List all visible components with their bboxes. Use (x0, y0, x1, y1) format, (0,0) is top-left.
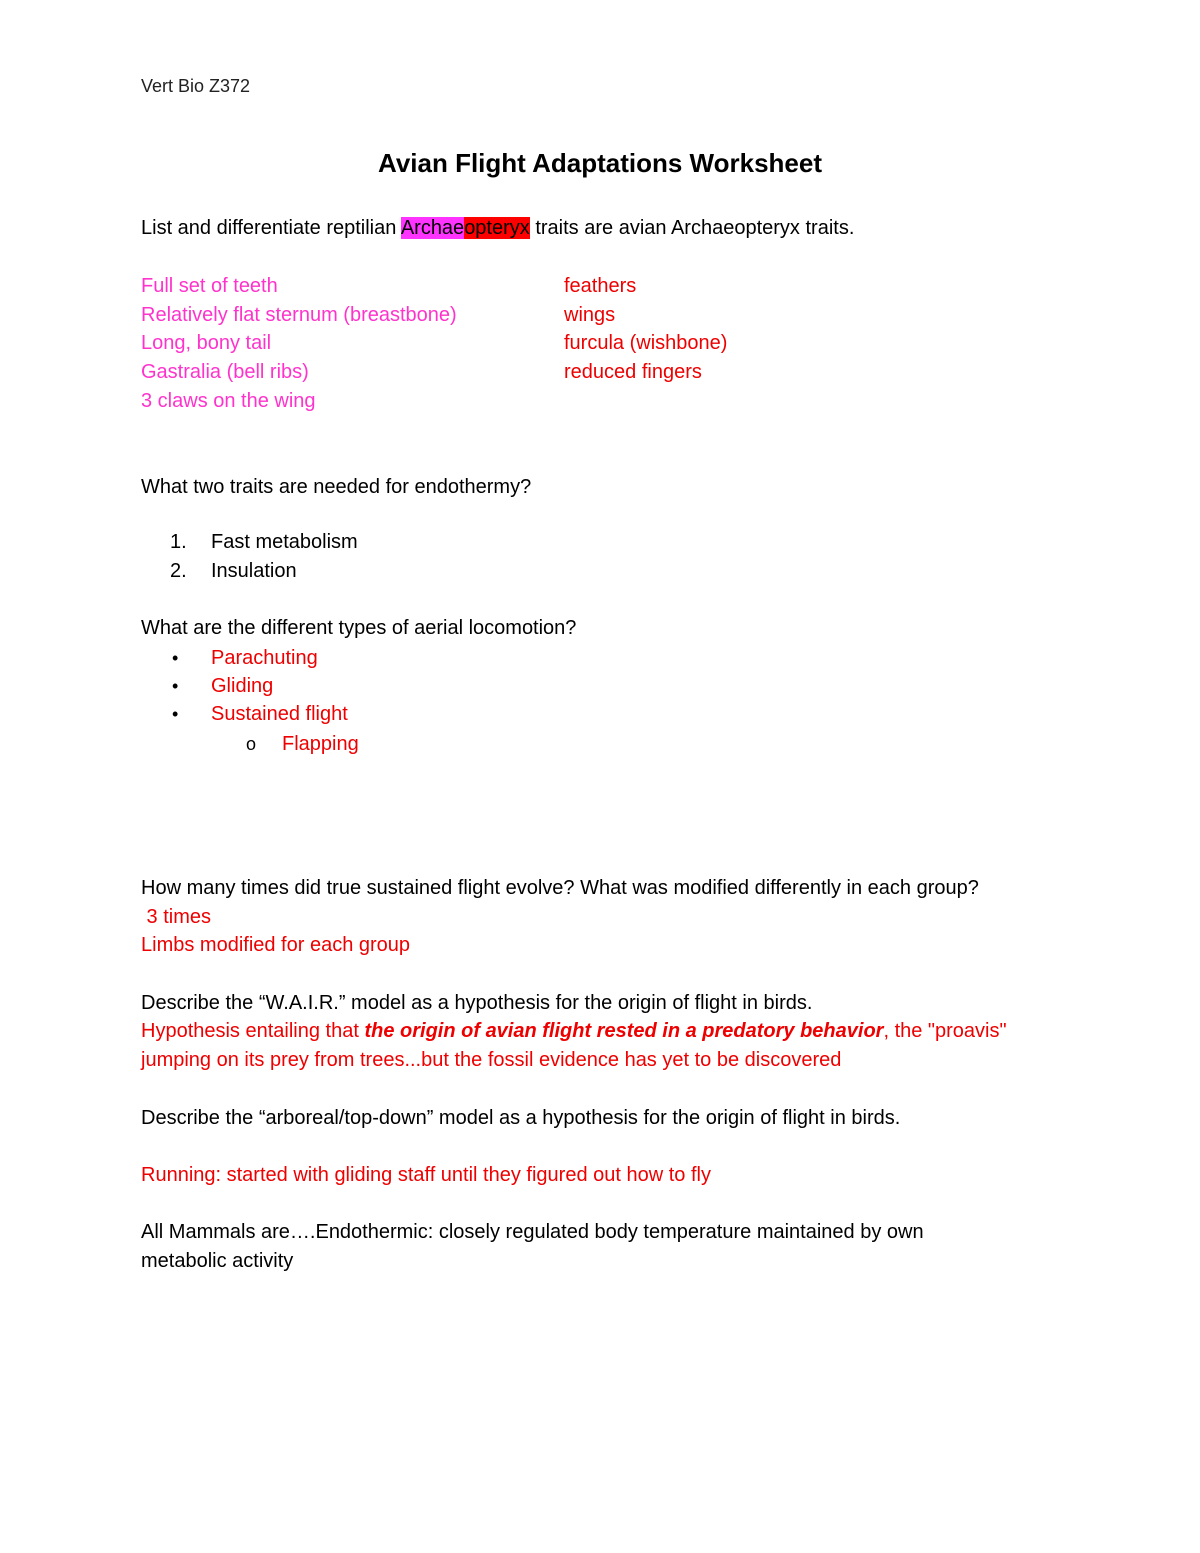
q2-answer: Insulation (211, 560, 297, 582)
avian-trait: wings (564, 304, 616, 326)
q5-answer-start: Hypothesis entailing that (141, 1020, 365, 1042)
avian-trait: furcula (wishbone) (564, 332, 728, 354)
course-header: Vert Bio Z372 (141, 76, 251, 96)
q3-answer: Parachuting (211, 647, 318, 669)
note-line-2: metabolic activity (141, 1250, 294, 1272)
reptilian-trait: Gastralia (bell ribs) (141, 361, 309, 383)
page-title: Avian Flight Adaptations Worksheet (378, 148, 822, 178)
q3-answer: Sustained flight (211, 703, 348, 725)
note-line-1: All Mammals are….Endothermic: closely regulated body temperature maintained by own (141, 1221, 924, 1243)
q1-highlight-part1: Archae (400, 217, 465, 239)
q5-answer-end: , the "proavis" (883, 1020, 1007, 1042)
q5-question: Describe the “W.A.I.R.” model as a hypothesis for the origin of flight in birds. (141, 992, 813, 1014)
reptilian-trait: Full set of teeth (141, 275, 278, 297)
q4-answer-1: 3 times (141, 906, 212, 928)
q1-prefix: List and differentiate reptilian (141, 217, 401, 239)
q5-answer-emphasis: the origin of avian flight rested in a predatory behavior (364, 1020, 884, 1042)
q3-answer: Gliding (211, 675, 274, 697)
q6-answer: Running: started with gliding staff until they figured out how to fly (141, 1164, 711, 1186)
list-number: 2. (170, 560, 187, 582)
q6-question: Describe the “arboreal/top-down” model as a hypothesis for the origin of flight in birds. (141, 1107, 901, 1129)
q5-answer-line2: jumping on its prey from trees...but the fossil evidence has yet to be discovered (141, 1049, 842, 1071)
sub-bullet-icon: o (246, 734, 257, 754)
avian-trait: feathers (564, 275, 637, 297)
bullet-icon: • (172, 704, 179, 724)
reptilian-trait: 3 claws on the wing (141, 390, 316, 412)
q1-highlight-part2: opteryx (464, 217, 530, 239)
q2-answer: Fast metabolism (211, 531, 358, 553)
q5-answer-line1 (141, 1017, 1007, 1045)
reptilian-trait: Long, bony tail (141, 332, 272, 354)
list-number: 1. (170, 531, 187, 553)
q1-prompt (141, 214, 854, 242)
avian-trait: reduced fingers (564, 361, 702, 383)
q1-suffix: traits are avian Archaeopteryx traits. (529, 217, 855, 239)
bullet-icon: • (172, 676, 179, 696)
reptilian-trait: Relatively flat sternum (breastbone) (141, 304, 457, 326)
q3-question: What are the different types of aerial locomotion? (141, 617, 577, 639)
q4-answer-2: Limbs modified for each group (141, 934, 411, 956)
q2-question: What two traits are needed for endothermy? (141, 476, 532, 498)
q3-sub-answer: Flapping (282, 733, 359, 755)
q4-question: How many times did true sustained flight evolve? What was modified differently in each group? (141, 877, 979, 899)
bullet-icon: • (172, 648, 179, 668)
